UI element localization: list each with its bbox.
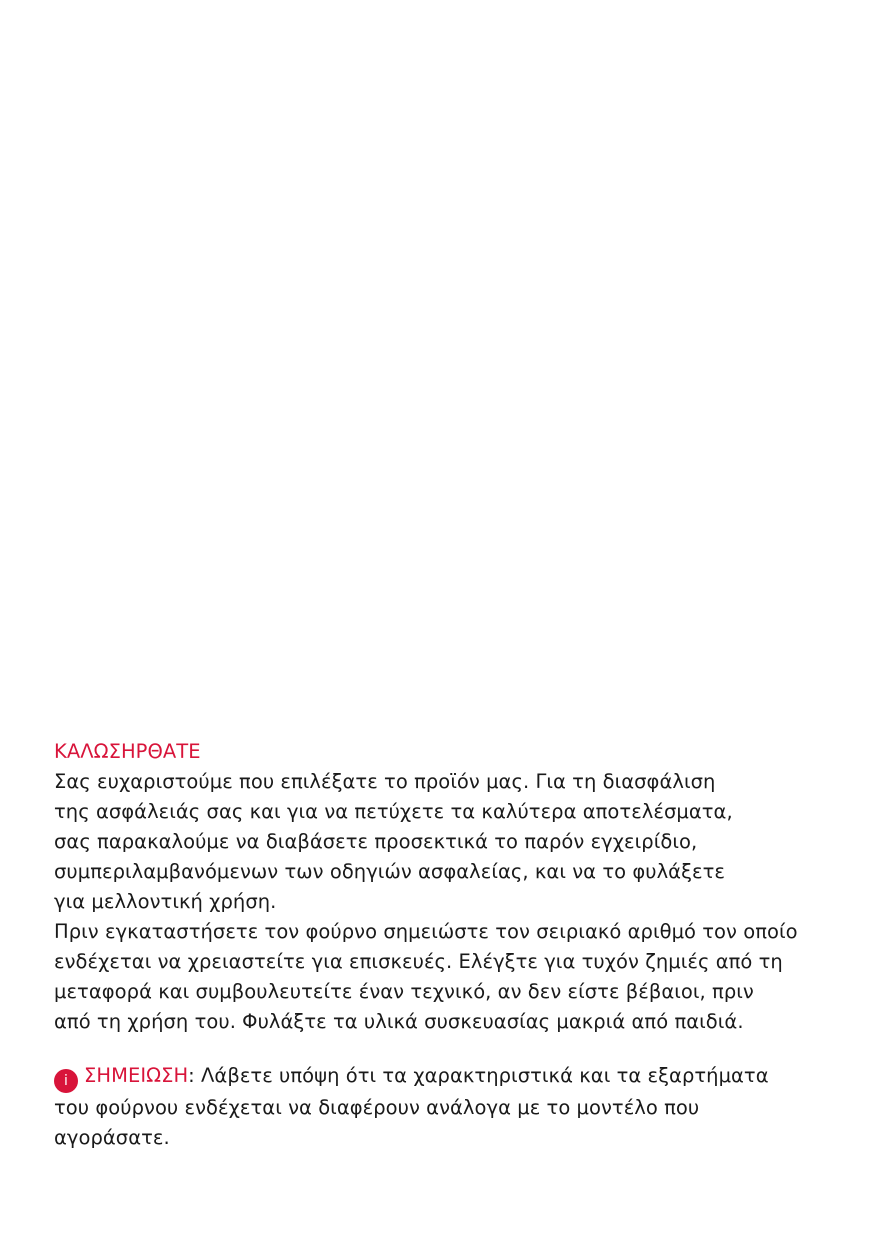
- install-line: ενδέχεται να χρειαστείτε για επισκευές. Ελέγξτε για τυχόν ζημιές από τη: [54, 950, 783, 973]
- page-title: ΚΑΛΩΣΗΡΘΑΤΕ: [54, 740, 201, 763]
- install-line: από τη χρήση του. Φυλάξτε τα υλικά συσκευασίας μακριά από παιδιά.: [54, 1010, 744, 1033]
- intro-paragraph: [54, 767, 844, 917]
- intro-line: σας παρακαλούμε να διαβάσετε προσεκτικά το παρόν εγχειρίδιο,: [54, 830, 698, 853]
- note-line: αγοράσατε.: [54, 1126, 170, 1149]
- install-line: Πριν εγκαταστήσετε τον φούρνο σημειώστε τον σειριακό αριθμό τον οποίο: [54, 920, 798, 943]
- note-first-line: [54, 1061, 844, 1093]
- intro-line: για μελλοντική χρήση.: [54, 890, 277, 913]
- info-icon: i: [54, 1069, 78, 1093]
- note-text: Λάβετε υπόψη ότι τα χαρακτηριστικά και τα εξαρτήματα: [194, 1064, 769, 1087]
- install-paragraph: [54, 917, 844, 1037]
- intro-line: Σας ευχαριστούμε που επιλέξατε το προϊόν μας. Για τη διασφάλιση: [54, 770, 716, 793]
- intro-line: συμπεριλαμβανόμενων των οδηγιών ασφαλείας, και να το φυλάξετε: [54, 860, 725, 883]
- document-body: [54, 737, 844, 1153]
- note-line: του φούρνου ενδέχεται να διαφέρουν ανάλογα με το μοντέλο που: [54, 1096, 700, 1119]
- note-block: [54, 1061, 844, 1153]
- intro-line: της ασφάλειάς σας και για να πετύχετε τα καλύτερα αποτελέσματα,: [54, 800, 733, 823]
- note-separator: :: [188, 1064, 195, 1087]
- note-label: ΣΗΜΕΙΩΣΗ: [84, 1064, 189, 1087]
- install-line: μεταφορά και συμβουλευτείτε έναν τεχνικό, αν δεν είστε βέβαιοι, πριν: [54, 980, 754, 1003]
